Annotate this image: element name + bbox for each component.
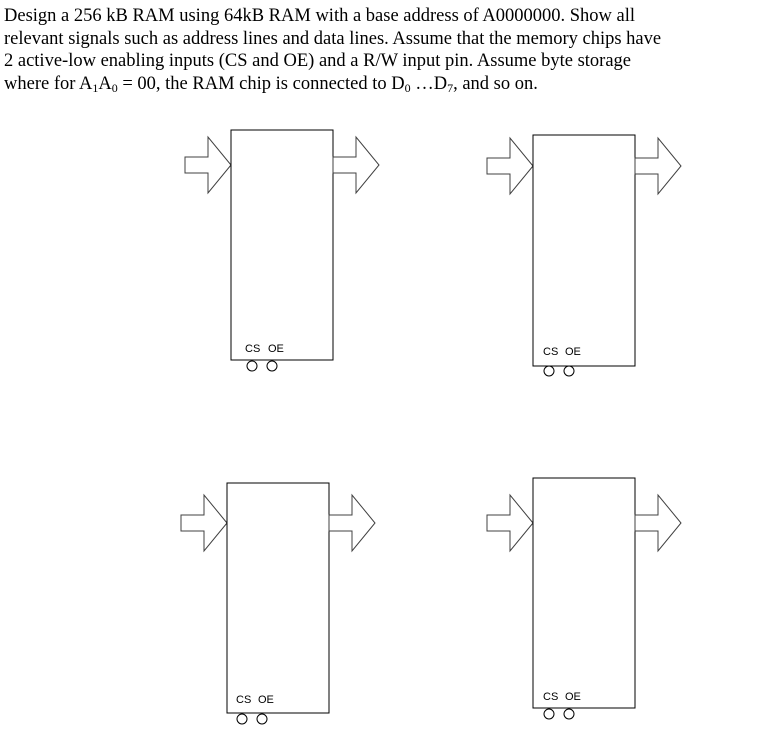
ram-chip-3 [181, 483, 375, 724]
chip-4-cs-bubble [544, 709, 554, 719]
chip-4-output-arrow [635, 495, 681, 551]
chip-2-cs-bubble [544, 366, 554, 376]
question-line-3: 2 active-low enabling inputs (CS and OE) and a R/W input pin. Assume byte storage [4, 51, 632, 71]
chip-1-cs-label: CS [245, 343, 261, 355]
chip-2-oe-label: OE [565, 346, 581, 358]
question-line-2: relevant signals such as address lines and data lines. Assume that the memory chips have [4, 28, 662, 49]
chip-4-body [533, 478, 635, 708]
chip-1-oe-label: OE [268, 343, 284, 355]
chip-1-cs-bubble [247, 361, 257, 371]
chip-1-output-arrow [333, 137, 379, 193]
chip-4-cs-label: CS [543, 691, 559, 703]
chip-4-oe-label: OE [565, 691, 581, 703]
chip-3-oe-label: OE [258, 694, 274, 706]
ram-chip-4 [487, 478, 681, 719]
chip-1-input-arrow [185, 137, 231, 193]
chip-4-input-arrow [487, 495, 533, 551]
chip-3-input-arrow [181, 495, 227, 551]
chip-3-oe-bubble [257, 714, 267, 724]
chip-2-oe-bubble [564, 366, 574, 376]
question-line-1: Design a 256 kB RAM using 64kB RAM with a base address of A0000000. Show all [4, 6, 636, 26]
ram-chip-1 [185, 130, 379, 371]
chip-2-input-arrow [487, 138, 533, 194]
chip-3-body [227, 483, 329, 713]
chip-3-cs-label: CS [236, 694, 252, 706]
chip-3-output-arrow [329, 495, 375, 551]
chip-1-body [231, 130, 333, 360]
chip-2-output-arrow [635, 138, 681, 194]
chip-2-cs-label: CS [543, 346, 559, 358]
question-line-4: where for $A_1A_0 = 00$, the RAM chip is connected to $D_0$ $\dots D_7$, and so on. [4, 73, 538, 95]
ram-chip-2 [487, 135, 681, 376]
chip-1-oe-bubble [267, 361, 277, 371]
chip-3-cs-bubble [237, 714, 247, 724]
chip-4-oe-bubble [564, 709, 574, 719]
chip-2-body [533, 135, 635, 366]
